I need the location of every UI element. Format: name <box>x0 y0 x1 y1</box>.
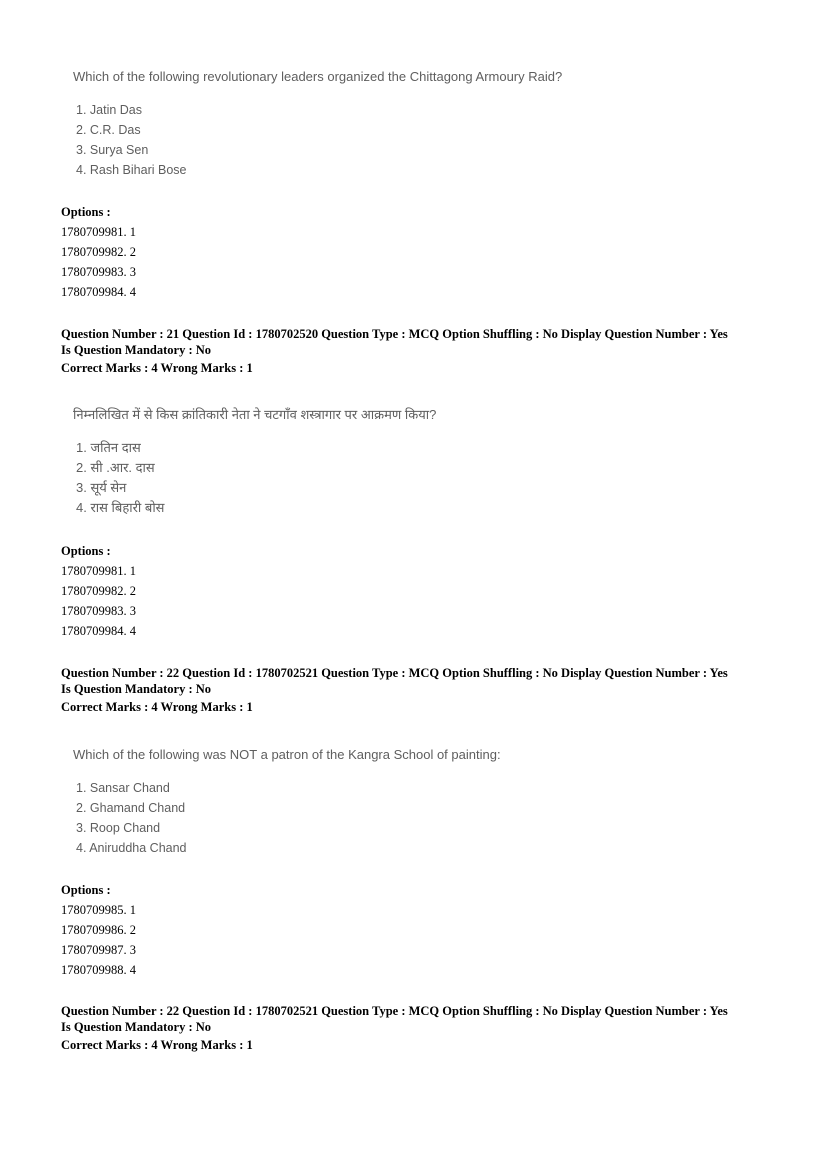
choice-item: 1. जतिन दास <box>76 440 141 455</box>
option-line: 1780709984. 4 <box>61 285 136 299</box>
question-text: Which of the following revolutionary leaders organized the Chittagong Armoury Raid? <box>73 69 563 84</box>
choice-item: 3. सूर्य सेन <box>76 480 127 495</box>
question-meta-2 <box>61 665 781 715</box>
option-line: 1780709983. 3 <box>61 265 136 279</box>
choice-item: 4. Aniruddha Chand <box>76 841 187 855</box>
options-block-2 <box>61 542 136 641</box>
marks-line: Correct Marks : 4 Wrong Marks : 1 <box>61 361 253 375</box>
choice-item: 2. सी .आर. दास <box>76 460 155 475</box>
option-line: 1780709988. 4 <box>61 963 136 977</box>
choice-list <box>76 438 164 518</box>
question-image-hindi-1 <box>62 405 762 525</box>
choice-list <box>76 100 186 180</box>
options-label: Options : <box>61 883 111 897</box>
marks-line: Correct Marks : 4 Wrong Marks : 1 <box>61 700 253 714</box>
choice-item: 4. रास बिहारी बोस <box>76 500 165 515</box>
mandatory-line: Is Question Mandatory : No <box>61 682 212 696</box>
option-line: 1780709981. 1 <box>61 225 136 239</box>
option-line: 1780709982. 2 <box>61 245 136 259</box>
option-line: 1780709984. 4 <box>61 624 136 638</box>
question-meta-line: Question Number : 22 Question Id : 1780702521 Question Type : MCQ Option Shuffling : No Display Question Number : Yes <box>61 1004 728 1018</box>
option-line: 1780709986. 2 <box>61 923 136 937</box>
options-block-1 <box>61 203 136 302</box>
mandatory-line: Is Question Mandatory : No <box>61 343 212 357</box>
choice-item: 3. Surya Sen <box>76 143 149 157</box>
choice-item: 4. Rash Bihari Bose <box>76 163 187 177</box>
question-image-english-2 <box>62 747 762 867</box>
marks-line: Correct Marks : 4 Wrong Marks : 1 <box>61 1038 253 1052</box>
options-block-3 <box>61 881 136 980</box>
option-line: 1780709981. 1 <box>61 564 136 578</box>
choice-item: 1. Sansar Chand <box>76 781 170 795</box>
choice-item: 2. Ghamand Chand <box>76 801 186 815</box>
choice-item: 3. Roop Chand <box>76 821 161 835</box>
choice-item: 2. C.R. Das <box>76 123 141 137</box>
mandatory-line: Is Question Mandatory : No <box>61 1020 212 1034</box>
option-line: 1780709982. 2 <box>61 584 136 598</box>
question-image-english-1 <box>62 69 762 189</box>
choice-list <box>76 778 187 858</box>
option-line: 1780709985. 1 <box>61 903 136 917</box>
question-meta-3 <box>61 1003 781 1053</box>
option-line: 1780709987. 3 <box>61 943 136 957</box>
options-label: Options : <box>61 544 111 558</box>
question-text: निम्नलिखित में से किस क्रांतिकारी नेता ने चटगाँव शस्त्रागार पर आक्रमण किया? <box>73 407 437 422</box>
options-label: Options : <box>61 205 111 219</box>
question-meta-line: Question Number : 22 Question Id : 1780702521 Question Type : MCQ Option Shuffling : No Display Question Number : Yes <box>61 666 728 680</box>
question-text: Which of the following was NOT a patron of the Kangra School of painting: <box>73 747 501 762</box>
question-meta-1 <box>61 326 781 376</box>
question-meta-line: Question Number : 21 Question Id : 1780702520 Question Type : MCQ Option Shuffling : No Display Question Number : Yes <box>61 327 728 341</box>
option-line: 1780709983. 3 <box>61 604 136 618</box>
choice-item: 1. Jatin Das <box>76 103 143 117</box>
